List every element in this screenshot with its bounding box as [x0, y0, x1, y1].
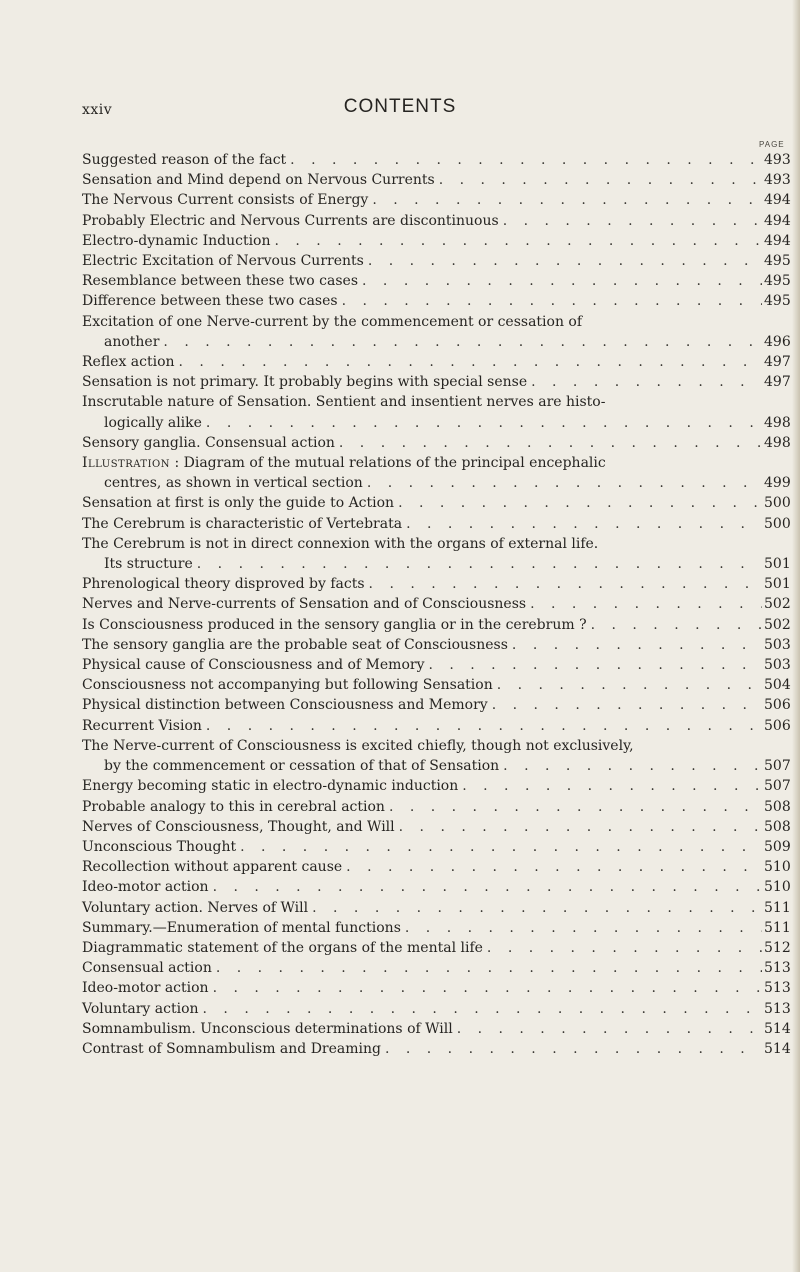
- dot-leader: [364, 251, 762, 271]
- dot-leader: [394, 493, 762, 513]
- toc-entry-title: Unconscious Thought: [82, 838, 237, 855]
- dot-leader: [435, 170, 762, 190]
- toc-entry-continuation: [82, 332, 794, 352]
- toc-entry-title: Ideo-motor action: [82, 879, 209, 896]
- toc-entry-title: Sensation is not primary. It probably begins with special sense: [82, 374, 528, 391]
- toc-entry: [82, 291, 794, 311]
- dot-leader: [385, 797, 762, 817]
- toc-entry-title: Summary.—Enumeration of mental functions: [82, 919, 401, 936]
- toc-entry: [82, 433, 794, 453]
- dot-leader: [499, 211, 762, 231]
- toc-page-number: 501: [764, 556, 791, 573]
- toc-page-number: 503: [764, 657, 791, 674]
- table-of-contents: [82, 150, 794, 1059]
- toc-page-number: 500: [764, 515, 791, 532]
- dot-leader: [499, 756, 762, 776]
- toc-entry-line: [82, 433, 794, 453]
- toc-entry-title: : Diagram of the mutual relations of the principal encephalic: [170, 455, 606, 472]
- toc-entry-line: [82, 291, 794, 311]
- toc-entry-title: Ideo-motor action: [82, 980, 209, 997]
- toc-entry-title: Probably Electric and Nervous Currents are discontinuous: [82, 212, 499, 229]
- dot-leader: [527, 372, 762, 392]
- toc-entry-line: [82, 978, 794, 998]
- toc-page-number: 498: [764, 414, 791, 431]
- toc-entry-line: [82, 392, 794, 412]
- toc-entry: [82, 574, 794, 594]
- toc-entry-title: Reflex action: [82, 354, 175, 371]
- dot-leader: [199, 999, 762, 1019]
- toc-entry-title: Is Consciousness produced in the sensory ganglia or in the cerebrum ?: [82, 616, 587, 633]
- toc-page-number: 506: [764, 697, 791, 714]
- toc-entry: [82, 392, 794, 432]
- toc-page-number: 514: [764, 1020, 791, 1037]
- toc-page-number: 494: [764, 232, 791, 249]
- toc-entry: [82, 514, 794, 534]
- illustration-label: Illustration: [82, 455, 170, 472]
- toc-entry-line: [82, 776, 794, 796]
- toc-entry-title: Physical cause of Consciousness and of Memory: [82, 657, 425, 674]
- toc-entry-title: Nerves of Consciousness, Thought, and Will: [82, 818, 395, 835]
- dot-leader: [453, 1019, 762, 1039]
- toc-entry-line: [82, 251, 794, 271]
- toc-page-number: 498: [764, 434, 791, 451]
- dot-leader: [458, 776, 762, 796]
- dot-leader: [402, 514, 762, 534]
- toc-entry-line: [82, 352, 794, 372]
- toc-entry-title: The Cerebrum is not in direct connexion with the organs of external life.: [82, 535, 599, 552]
- dot-leader: [209, 978, 762, 998]
- toc-page-number: 496: [764, 333, 791, 350]
- toc-entry-line: [82, 635, 794, 655]
- toc-entry: [82, 918, 794, 938]
- toc-entry-line: [82, 695, 794, 715]
- toc-entry-line: [82, 1039, 794, 1059]
- toc-entry: [82, 635, 794, 655]
- toc-entry-title: Recollection without apparent cause: [82, 859, 343, 876]
- toc-entry: [82, 958, 794, 978]
- dot-leader: [286, 150, 762, 170]
- toc-entry: [82, 594, 794, 614]
- toc-entry-line: [82, 999, 794, 1019]
- toc-page-number: 514: [764, 1040, 791, 1057]
- dot-leader: [212, 958, 762, 978]
- toc-entry: [82, 150, 794, 170]
- toc-entry-title: logically alike: [104, 414, 202, 431]
- toc-entry: [82, 675, 794, 695]
- toc-entry-line: [82, 857, 794, 877]
- toc-page-number: 511: [764, 919, 791, 936]
- toc-entry-title: Energy becoming static in electro-dynamic induction: [82, 778, 459, 795]
- toc-entry-title: Inscrutable nature of Sensation. Sentient and insentient nerves are histo-: [82, 394, 606, 411]
- toc-page-number: 512: [764, 939, 791, 956]
- toc-entry-title: Consciousness not accompanying but following Sensation: [82, 677, 493, 694]
- toc-entry-line: [82, 150, 794, 170]
- dot-leader: [358, 271, 762, 291]
- toc-entry-title: another: [104, 333, 160, 350]
- toc-entry-title: The Nerve-current of Consciousness is excited chiefly, though not exclusively,: [82, 737, 634, 754]
- toc-entry-continuation: [82, 756, 794, 776]
- toc-entry-title: Excitation of one Nerve-current by the commencement or cessation of: [82, 313, 583, 330]
- toc-entry-title: Suggested reason of the fact: [82, 152, 287, 168]
- dot-leader: [338, 291, 762, 311]
- toc-entry: [82, 695, 794, 715]
- running-head: [0, 96, 800, 126]
- toc-entry: [82, 797, 794, 817]
- toc-page-number: 510: [764, 879, 791, 896]
- toc-entry-line: [82, 938, 794, 958]
- toc-entry-title: Recurrent Vision: [82, 717, 202, 734]
- toc-entry: [82, 211, 794, 231]
- toc-entry: [82, 716, 794, 736]
- toc-entry: [82, 857, 794, 877]
- dot-leader: [271, 231, 763, 251]
- toc-entry-line: [82, 271, 794, 291]
- toc-entry-continuation: [82, 413, 794, 433]
- toc-page-number: 510: [764, 859, 791, 876]
- toc-entry-line: [82, 453, 794, 473]
- toc-entry: [82, 534, 794, 574]
- toc-entry: [82, 170, 794, 190]
- toc-entry-title: Somnambulism. Unconscious determinations of Will: [82, 1020, 453, 1037]
- toc-entry-line: [82, 615, 794, 635]
- toc-entry-line: [82, 190, 794, 210]
- toc-page-number: 495: [764, 273, 791, 290]
- toc-page-number: 502: [764, 616, 791, 633]
- toc-page-number: 511: [764, 899, 791, 916]
- toc-entry-line: [82, 493, 794, 513]
- page-edge-shadow: [792, 0, 800, 1272]
- dot-leader: [368, 190, 762, 210]
- toc-entry: [82, 231, 794, 251]
- toc-entry: [82, 898, 794, 918]
- toc-entry-line: [82, 574, 794, 594]
- dot-leader: [202, 716, 762, 736]
- toc-entry-title: The Nervous Current consists of Energy: [82, 192, 369, 209]
- toc-entry: [82, 938, 794, 958]
- toc-page-number: 508: [764, 798, 791, 815]
- page-title: CONTENTS: [343, 96, 457, 117]
- toc-page-number: 497: [764, 374, 791, 391]
- toc-entry-continuation: [82, 554, 794, 574]
- toc-entry-continuation: [82, 473, 794, 493]
- dot-leader: [381, 1039, 762, 1059]
- toc-entry-line: [82, 797, 794, 817]
- toc-entry-line: [82, 1019, 794, 1039]
- toc-page-number: 495: [764, 253, 791, 270]
- dot-leader: [424, 655, 762, 675]
- toc-entry-title: The Cerebrum is characteristic of Vertebrata: [82, 515, 403, 532]
- toc-entry: [82, 978, 794, 998]
- dot-leader: [342, 857, 762, 877]
- toc-entry: [82, 1019, 794, 1039]
- toc-entry: [82, 837, 794, 857]
- toc-entry: [82, 877, 794, 897]
- toc-entry-title: centres, as shown in vertical section: [104, 475, 363, 492]
- toc-entry: [82, 999, 794, 1019]
- toc-entry-line: [82, 312, 794, 332]
- dot-leader: [209, 877, 762, 897]
- dot-leader: [365, 574, 762, 594]
- toc-entry: [82, 372, 794, 392]
- dot-leader: [493, 675, 762, 695]
- page-folio: xxiv: [82, 102, 113, 118]
- toc-page-number: 497: [764, 354, 791, 371]
- toc-entry: [82, 776, 794, 796]
- toc-entry: [82, 493, 794, 513]
- toc-entry: [82, 615, 794, 635]
- toc-entry-line: [82, 736, 794, 756]
- toc-page-number: 508: [764, 818, 791, 835]
- toc-page-number: 503: [764, 636, 791, 653]
- toc-entry: [82, 312, 794, 352]
- toc-entry-line: [82, 534, 794, 554]
- toc-entry-line: [82, 211, 794, 231]
- toc-entry: [82, 251, 794, 271]
- dot-leader: [308, 898, 762, 918]
- toc-page-number: 509: [764, 838, 791, 855]
- toc-entry: [82, 1039, 794, 1059]
- dot-leader: [335, 433, 762, 453]
- toc-entry: [82, 190, 794, 210]
- toc-entry-title: Phrenological theory disproved by facts: [82, 576, 365, 593]
- toc-entry-title: The sensory ganglia are the probable seat of Consciousness: [82, 636, 508, 653]
- toc-entry: [82, 817, 794, 837]
- dot-leader: [401, 918, 762, 938]
- toc-entry-line: [82, 837, 794, 857]
- toc-entry-line: [82, 675, 794, 695]
- dot-leader: [395, 817, 762, 837]
- toc-entry-title: Resemblance between these two cases: [82, 273, 359, 290]
- toc-entry-line: [82, 918, 794, 938]
- toc-entry-title: Electric Excitation of Nervous Currents: [82, 253, 364, 270]
- page-column-label: PAGE: [759, 140, 785, 149]
- toc-entry-line: [82, 655, 794, 675]
- toc-page-number: 499: [764, 475, 791, 492]
- toc-entry-line: [82, 958, 794, 978]
- dot-leader: [202, 413, 762, 433]
- toc-entry-title: Voluntary action. Nerves of Will: [82, 899, 309, 916]
- toc-entry-title: Electro-dynamic Induction: [82, 232, 271, 249]
- toc-entry-title: by the commencement or cessation of that of Sensation: [104, 758, 500, 775]
- toc-entry: [82, 736, 794, 776]
- toc-entry-title: Physical distinction between Consciousness and Memory: [82, 697, 488, 714]
- toc-page-number: 500: [764, 495, 791, 512]
- dot-leader: [488, 695, 762, 715]
- toc-entry-title: Contrast of Somnambulism and Dreaming: [82, 1040, 381, 1057]
- toc-entry: [82, 655, 794, 675]
- toc-page-number: 507: [764, 778, 791, 795]
- toc-entry-line: [82, 817, 794, 837]
- toc-page-number: 513: [764, 980, 791, 997]
- toc-entry-title: Sensation at first is only the guide to Action: [82, 495, 395, 512]
- toc-entry: [82, 352, 794, 372]
- dot-leader: [236, 837, 762, 857]
- toc-entry-title: Difference between these two cases: [82, 293, 338, 310]
- toc-entry-line: [82, 594, 794, 614]
- toc-entry-line: [82, 716, 794, 736]
- toc-entry-title: Its structure: [104, 556, 193, 573]
- toc-entry-line: [82, 372, 794, 392]
- toc-entry: [82, 453, 794, 493]
- dot-leader: [193, 554, 762, 574]
- toc-page-number: 506: [764, 717, 791, 734]
- toc-entry-line: [82, 877, 794, 897]
- toc-page-number: 501: [764, 576, 791, 593]
- toc-page-number: 513: [764, 1000, 791, 1017]
- toc-entry-line: [82, 170, 794, 190]
- dot-leader: [175, 352, 762, 372]
- toc-page-number: 493: [764, 152, 791, 168]
- toc-entry-title: Voluntary action: [82, 1000, 199, 1017]
- toc-page-number: 494: [764, 192, 791, 209]
- toc-entry: [82, 271, 794, 291]
- toc-entry-title: Nerves and Nerve-currents of Sensation and of Consciousness: [82, 596, 527, 613]
- toc-entry-title: Sensation and Mind depend on Nervous Currents: [82, 172, 435, 189]
- dot-leader: [363, 473, 762, 493]
- toc-entry-title: Sensory ganglia. Consensual action: [82, 434, 335, 451]
- toc-page-number: 494: [764, 212, 791, 229]
- toc-page-number: 507: [764, 758, 791, 775]
- toc-entry-title: Diagrammatic statement of the organs of the mental life: [82, 939, 483, 956]
- dot-leader: [508, 635, 762, 655]
- dot-leader: [483, 938, 762, 958]
- toc-page-number: 504: [764, 677, 791, 694]
- toc-entry-title: Probable analogy to this in cerebral action: [82, 798, 385, 815]
- toc-entry-line: [82, 231, 794, 251]
- toc-entry-line: [82, 898, 794, 918]
- toc-page-number: 493: [764, 172, 791, 189]
- toc-entry-line: [82, 514, 794, 534]
- toc-entry-title: Consensual action: [82, 960, 212, 977]
- dot-leader: [526, 594, 762, 614]
- dot-leader: [159, 332, 762, 352]
- toc-page-number: 502: [764, 596, 791, 613]
- dot-leader: [587, 615, 762, 635]
- toc-page-number: 513: [764, 960, 791, 977]
- toc-page-number: 495: [764, 293, 791, 310]
